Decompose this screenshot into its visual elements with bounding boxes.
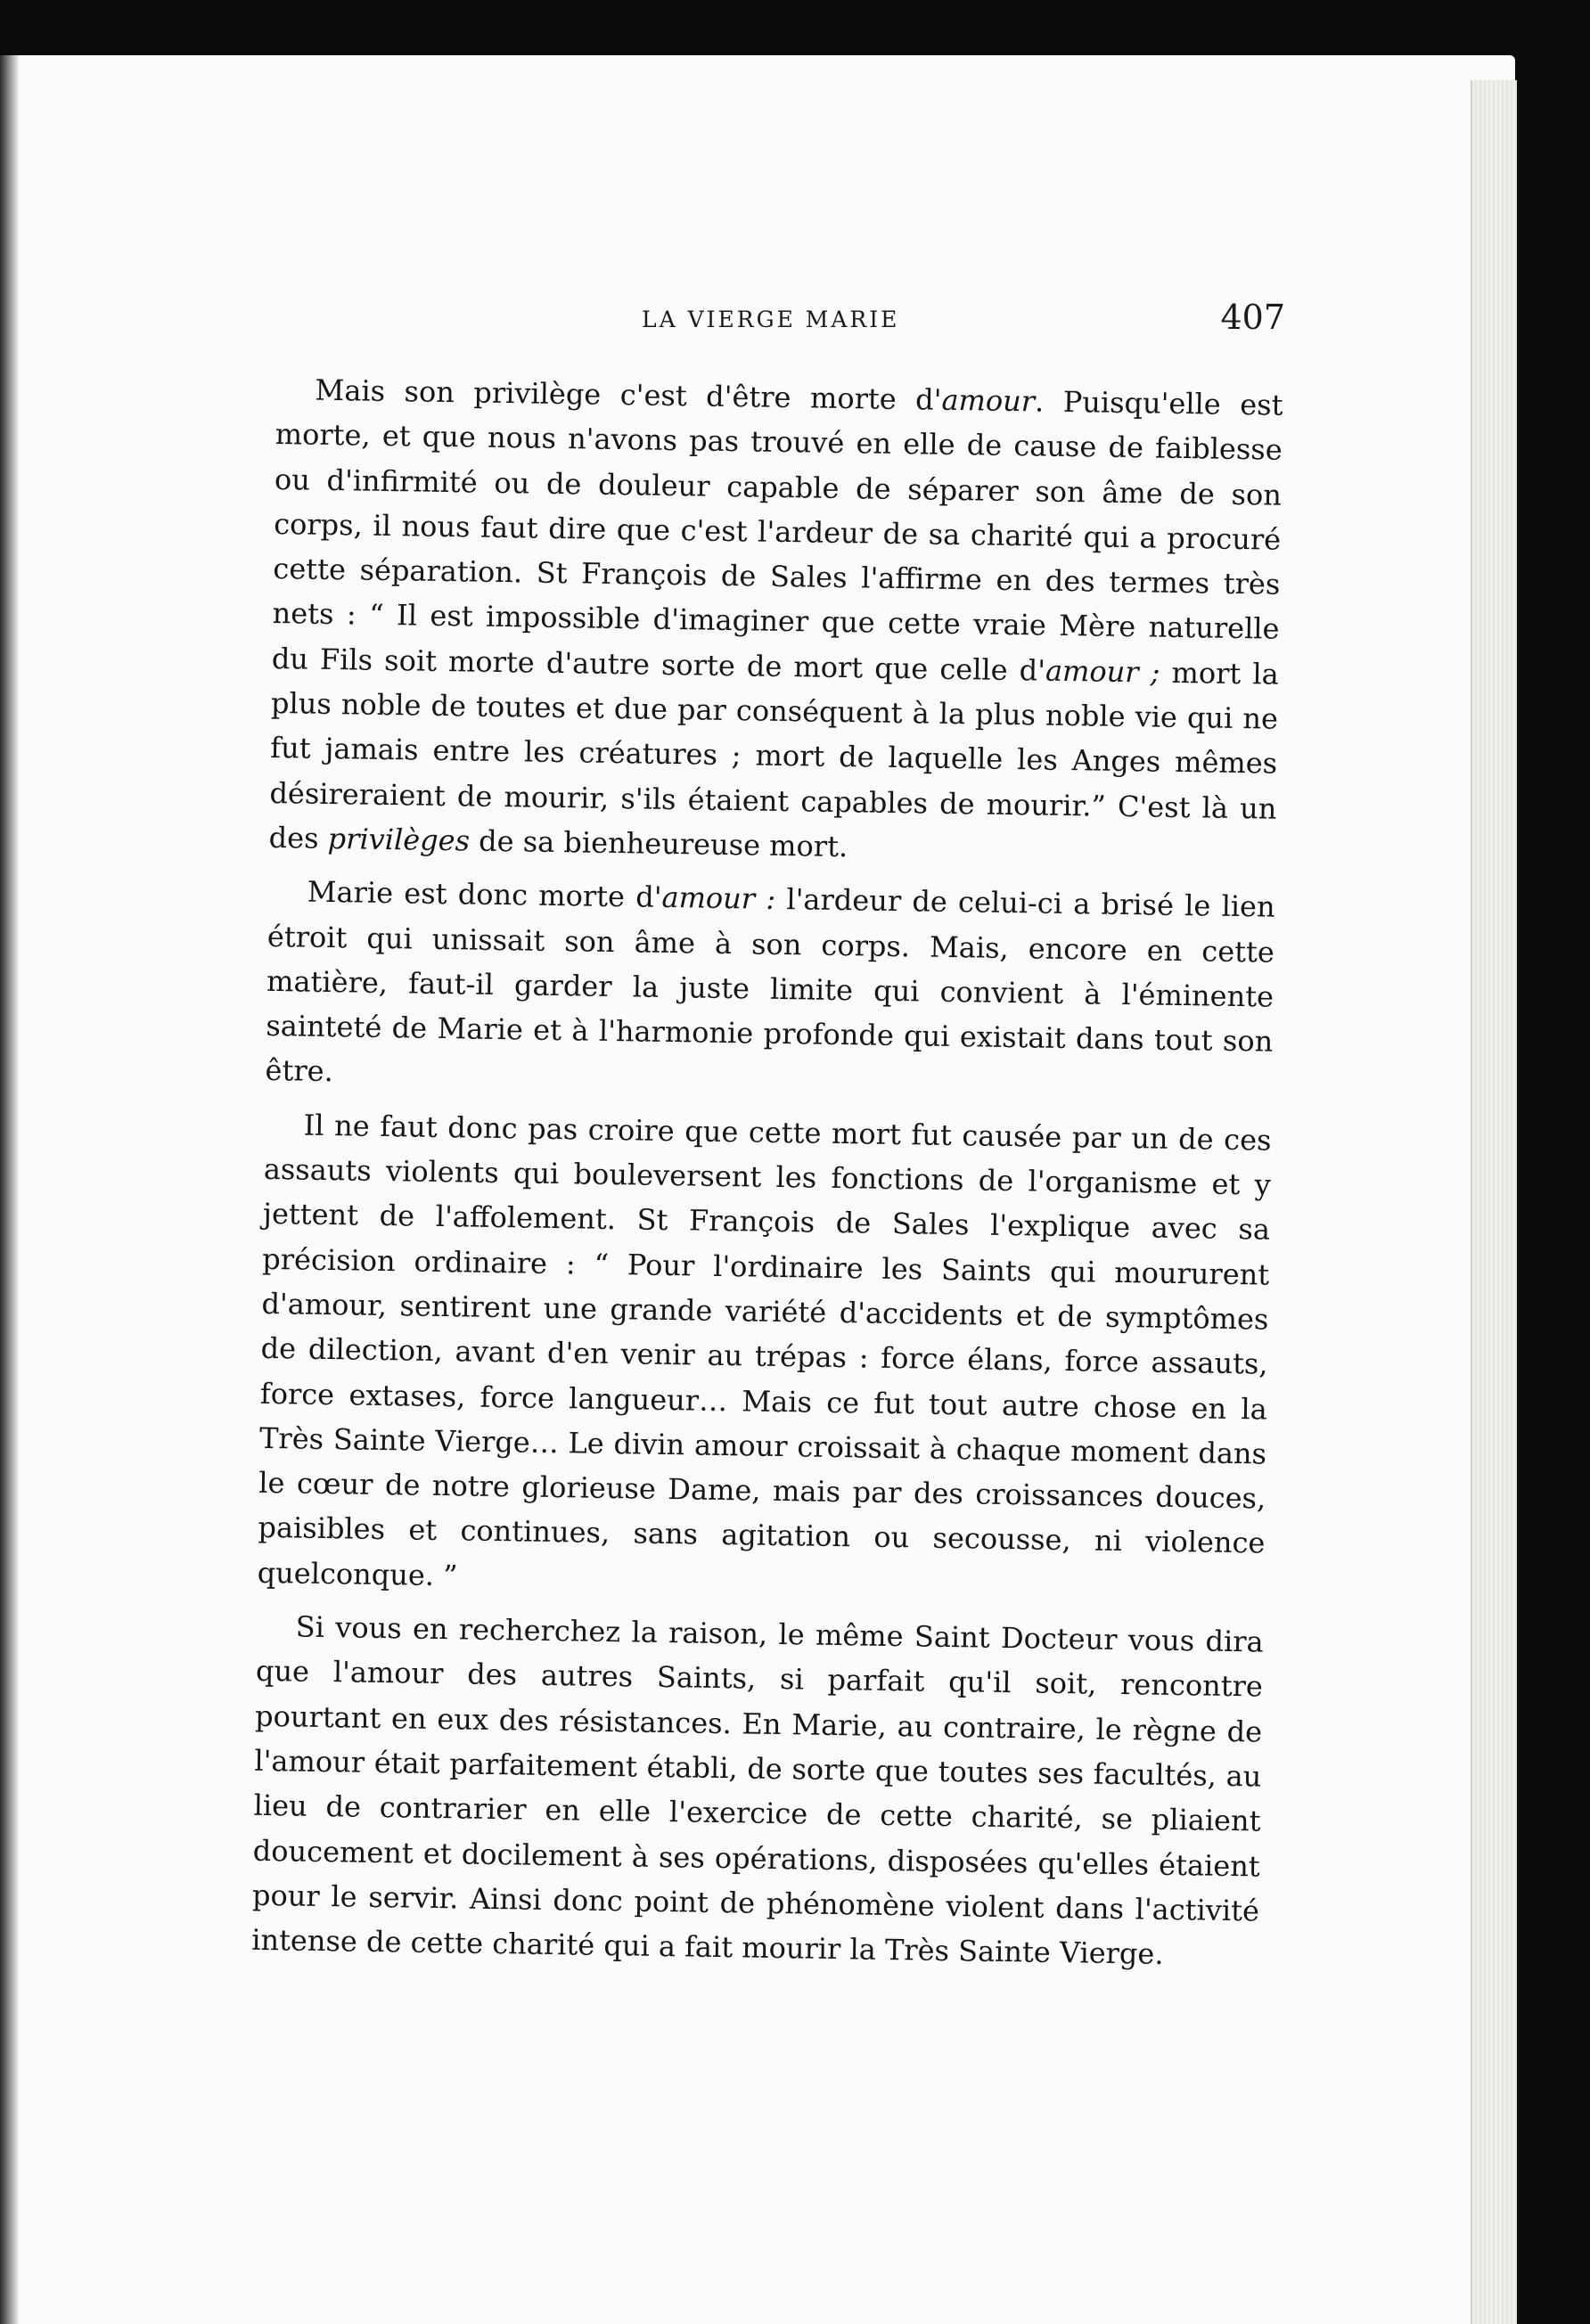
paragraph <box>265 869 1275 1109</box>
text-run: mort la plus noble de toutes et due par conséquent à la plus noble vie qui ne fut jamais entre les créatures ; mort de laquelle les Anges mêmes désireraient de mourir, s'ils étaient capables de mourir.” C'est là un des <box>268 655 1280 855</box>
text-run: l'ardeur de celui-ci a brisé le lien étroit qui unissait son âme à son corps. Mais, encore en cette matière, faut-il garder la juste limite qui convient à l'éminente sainteté de Marie et à l'harmonie profonde qui existait dans tout son être. <box>265 882 1275 1089</box>
paragraph <box>268 367 1283 876</box>
body-text <box>251 367 1283 1987</box>
text-run: Mais son privilège c'est d'être morte d' <box>315 372 942 417</box>
page-edges <box>1471 80 1517 2324</box>
italic-text: amour <box>941 382 1036 419</box>
italic-text: privilèges <box>327 821 471 858</box>
text-run: Si vous en recherchez la raison, le même Saint Docteur vous dira que l'amour des autres Saints, si parfait qu'il soit, rencontre pourtant en eux des résistances. En Marie, au contraire, le règne de l'amour était parfaitement établi, de sorte que toutes ses facultés, au lieu de contrarier en elle l'exercice de cette charité, se pliaient doucement et docilement à ses opérations, disposées qu'elles étaient pour le servir. Ainsi donc point de phénomène violent dans l'activité intense de cette charité qui a fait mourir la Très Sainte Vierge. <box>250 1609 1264 1971</box>
italic-text: amour ; <box>1045 653 1160 690</box>
gutter-shadow <box>0 55 20 2324</box>
paragraph <box>257 1102 1272 1611</box>
running-head: LA VIERGE MARIE <box>642 307 900 332</box>
page-header <box>267 298 1292 355</box>
text-run: Marie est donc morte d' <box>307 874 662 915</box>
italic-text: amour : <box>661 880 776 917</box>
text-run: Il ne faut donc pas croire que cette mort fut causée par un de ces assauts violents qui bouleversent les fonctions de l'organisme et y jettent de l'affolement. St François de Sales l'explique avec sa précision ordinaire : “ Pour l'ordinaire les Saints qui moururent d'amour, sentirent une grande variété d'accidents et de symptômes de dilection, avant d'en venir au trépas : force élans, force assauts, force extases, force langueur… Mais ce fut tout autre chose en la Très Sainte Vierge… Le divin amour croissait à chaque moment dans le cœur de notre glorieuse Dame, mais par des croissances douces, paisibles et continues, sans agitation ou secousse, ni violence quelconque. ” <box>257 1108 1272 1593</box>
text-run: de sa bienheureuse mort. <box>469 823 848 864</box>
page-number: 407 <box>1220 298 1285 337</box>
text-run: . Puisqu'elle est morte, et que nous n'avons pas trouvé en elle de cause de faiblesse ou d'infirmité ou de douleur capable de séparer son âme de son corps, il nous faut dire que c'est l'ardeur de sa charité qui a procuré cette séparation. St François de Sales l'affirme en des termes très nets : “ Il est impossible d'imaginer que cette vraie Mère naturelle du Fils soit morte d'autre sorte de mort que celle d' <box>271 384 1283 688</box>
paragraph <box>251 1604 1264 1978</box>
